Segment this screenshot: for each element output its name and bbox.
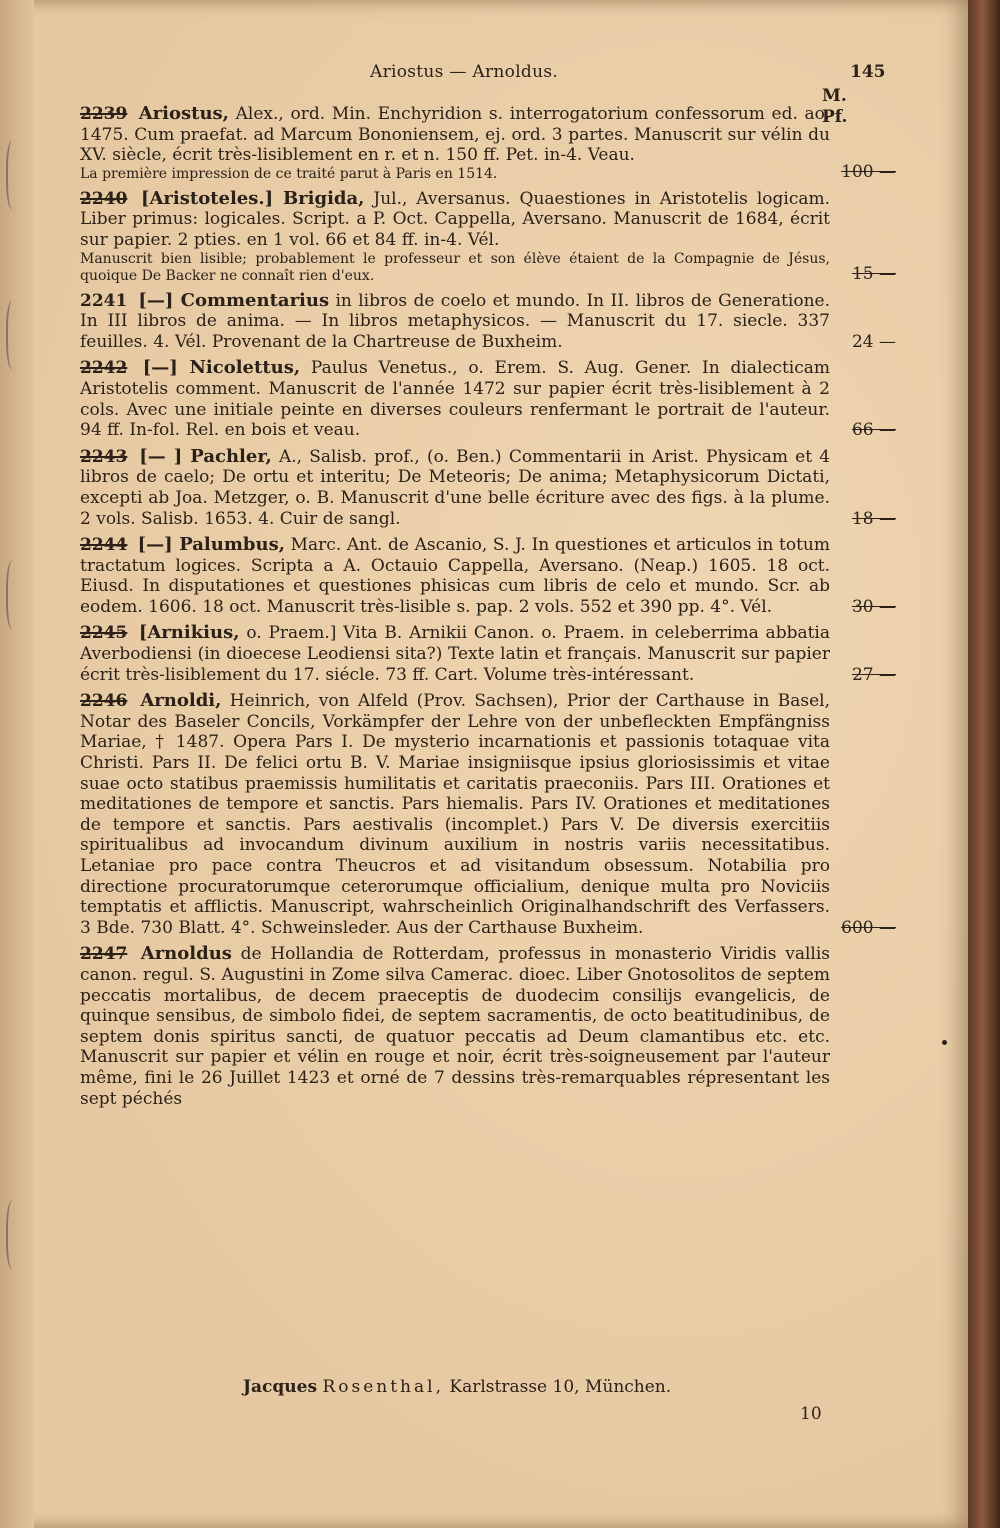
price: 600 — bbox=[841, 917, 896, 938]
entry-text: Jul., Aversanus. Quaestiones in Aristotelis logicam. Liber primus: logicales. Script. a P. Oct. Cappella, Aversano. Manuscrit de 1684, écrit sur papier. 2 pties. en 1 vol. 66 et 84 ff. in-4. Vél. bbox=[80, 188, 831, 250]
lot-number: 2239 bbox=[80, 104, 128, 124]
catalogue-entry bbox=[80, 289, 896, 353]
price: 18 — bbox=[851, 508, 896, 529]
publisher-imprint bbox=[243, 1377, 671, 1397]
price: 66 — bbox=[851, 420, 896, 441]
bleed-through-mark bbox=[6, 560, 22, 630]
catalogue-entry bbox=[80, 690, 896, 938]
imprint-prefix: Jacques bbox=[243, 1377, 318, 1397]
catalogue-entry bbox=[80, 534, 896, 617]
price: 15 — bbox=[851, 263, 896, 284]
entry-note: Manuscrit bien lisible; probablement le professeur et son élève étaient de la Compagnie de Jésus, quoique De Backer ne connaît rien d'eux. bbox=[80, 250, 830, 284]
page-gutter bbox=[0, 0, 34, 1528]
lot-number: 2240 bbox=[80, 188, 128, 209]
bleed-through-mark bbox=[6, 1200, 22, 1270]
entry-name: [Aristoteles.] Brigida, bbox=[140, 187, 365, 209]
currency-columns: M. Pf. bbox=[822, 86, 848, 127]
entry-text: in libros de coelo et mundo. In II. libros de Generatione. In III libros de anima. — In libros metaphysicos. — Manuscrit du 17. siecle. 337 feuilles. 4. Vél. Provenant de la Chartreuse de Buxheim. bbox=[80, 290, 831, 352]
catalogue-entry bbox=[80, 622, 896, 685]
bleed-through-mark bbox=[6, 140, 22, 210]
entry-name: [—] Nicolettus, bbox=[142, 357, 301, 379]
bleed-through-mark bbox=[6, 300, 22, 370]
lot-number: 2243 bbox=[80, 446, 128, 467]
page-content bbox=[80, 58, 896, 1109]
lot-number: 2244 bbox=[80, 535, 128, 556]
entry-name: Arnoldi, bbox=[140, 690, 222, 712]
entry-name: [— ] Pachler, bbox=[139, 445, 272, 467]
entry-name: [—] Palumbus, bbox=[137, 534, 285, 556]
lot-number: 2246 bbox=[80, 691, 128, 712]
entry-note: La première impression de ce traité parut à Paris en 1514. bbox=[80, 165, 498, 182]
price: 100 — bbox=[841, 162, 896, 183]
entry-name: [—] Commentarius bbox=[138, 289, 330, 311]
catalogue-entry bbox=[80, 187, 896, 285]
entry-name: Arnoldus bbox=[140, 943, 232, 965]
price: 27 — bbox=[851, 664, 896, 685]
entry-text: o. Praem.] Vita B. Arnikii Canon. o. Praem. in celeberrima abbatia Averbodiensi (in dioecese Leodiensi sita?) Texte latin et français. Manuscrit sur papier écrit très-lisiblement du 17. siécle. 73 ff. Cart. Volume très-intéressant. bbox=[80, 623, 830, 685]
imprint-address: Karlstrasse 10, München. bbox=[449, 1377, 672, 1397]
lot-number: 2245 bbox=[80, 623, 128, 644]
entry-text: A., Salisb. prof., (o. Ben.) Commentarii in Arist. Physicam et 4 libros de caelo; De ortu et interitu; De Meteoris; De anima; Metaphysicorum Dictati, excepti ab Joa. Metzger, o. B. Manuscrit d'une belle écriture avec des figs. à la plume. 2 vols. Salisb. 1653. 4. Cuir de sangl. bbox=[80, 446, 831, 529]
paper-speck bbox=[942, 1040, 947, 1045]
book-binding bbox=[968, 0, 1000, 1528]
running-title: Ariostus — Arnoldus. bbox=[370, 62, 559, 82]
entry-text: de Hollandia de Rotterdam, professus in monasterio Viridis vallis canon. regul. S. Augustini in Zome silva Camerac. dioec. Liber Gnotosolitos de septem peccatis mortalibus, de decem praeceptis de duodecim consilijs evangelicis, de quinque sensibus, de simbolo fidei, de septem sacramentis, de octo beatitudinibus, de septem donis spiritus sancti, de quatuor peccatis ad Deum clamantibus etc. etc. Manuscrit sur papier et vélin en rouge et noir, écrit très-soigneusement par l'auteur même, fini le 26 Juillet 1423 et orné de 7 dessins très-remarquables répresentant les sept péchés bbox=[80, 944, 830, 1109]
lot-number: 2242 bbox=[80, 358, 128, 379]
page-number: 145 bbox=[850, 62, 886, 82]
lot-number: 2241 bbox=[80, 290, 128, 311]
entry-name: [Arnikius, bbox=[138, 622, 240, 644]
catalogue-entry bbox=[80, 357, 896, 441]
entry-text: Paulus Venetus., o. Erem. S. Aug. Gener. In dialecticam Aristotelis comment. Manuscrit de l'année 1472 sur papier écrit très-lisiblement à 2 cols. Avec une initiale peinte en diverses couleurs renfermant le portrait de l'auteur. 94 ff. In-fol. Rel. en bois et veau. bbox=[80, 358, 831, 441]
lot-number: 2247 bbox=[80, 944, 128, 965]
price: 24 — bbox=[851, 331, 896, 352]
signature-number: 10 bbox=[800, 1404, 822, 1424]
catalogue-entry bbox=[80, 445, 896, 529]
catalogue-entry bbox=[80, 944, 830, 1109]
entry-text: Alex., ord. Min. Enchyridion s. interrogatorium confessorum ed. ao. 1475. Cum praefat. ad Marcum Bononiensem, ej. ord. 3 partes. Manuscrit sur vélin du XV. siècle, écrit très-lisiblement en r. et n. 150 ff. Pet. in-4. Veau. bbox=[80, 104, 831, 166]
entry-text: Heinrich, von Alfeld (Prov. Sachsen), Prior der Carthause in Basel, Notar des Baseler Concils, Vorkämpfer der Lehre von der unbefleckten Empfängniss Mariae, † 1487. Opera Pars I. De mysterio incarnationis et passionis totaquae vita Christi. Pars II. De felici ortu B. V. Mariae insigniisque ipsius gloriosissimis et vitae suae octo statibus praemissis humilitatis et caritatis praeconiis. Pars III. Orationes et meditationes de tempore et sanctis. Pars hiemalis. Pars IV. Orationes et meditationes de tempore et sanctis. Pars aestivalis (incomplet.) Pars V. De diversis exercitiis spiritualibus ad invocandum divinum auxilium in nostris variis necessitatibus. Letaniae pro pace contra Theucros et ad visitandum obsessum. Notabilia pro directione procuratorumque ceterorumque officialium, denique multa pro Noviciis temptatis et afflictis. Manuscript, wahrscheinlich Originalhandschrift des Verfassers. 3 Bde. 730 Blatt. 4°. Schweinsleder. Aus der Carthause Buxheim. bbox=[80, 691, 830, 938]
imprint-name: Rosenthal, bbox=[322, 1377, 444, 1397]
entry-name: Ariostus, bbox=[138, 103, 229, 124]
entry-text: Marc. Ant. de Ascanio, S. J. In questiones et articulos in totum tractatum logices. Scripta a A. Octauio Cappella, Aversano. (Neap.) 1605. 18 oct. Eiusd. In disputationes et questiones phisicas cum libris de celo et mundo. Scr. ab eodem. 1606. 18 oct. Manuscrit très-lisible s. pap. 2 vols. 552 et 390 pp. 4°. Vél. bbox=[80, 535, 830, 617]
price: 30 — bbox=[851, 596, 896, 617]
